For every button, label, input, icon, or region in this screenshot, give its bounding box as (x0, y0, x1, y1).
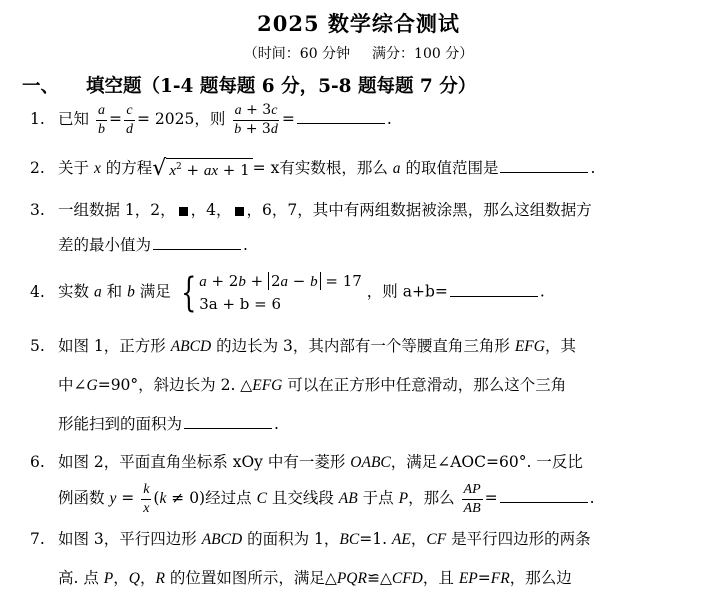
answer-blank[interactable] (153, 248, 241, 250)
question-number: 5. (30, 337, 45, 355)
question-5-cont: 中∠G=90°，斜边长为 2. △EFG 可以在正方形中任意滑动，那么这个三角 (58, 376, 567, 394)
question-number: 6. (30, 453, 45, 471)
question-6-cont: 例函数 y = $\frac{k}{x}$ (k ≠ 0)经过点 C 且交线段 AB 于点 P，那么 $\frac{AP}{AB}$ = . (58, 482, 595, 516)
equation-system: { a + 2b + 2a − b = 17 3a + b = 6 (180, 269, 362, 316)
answer-blank[interactable] (500, 501, 588, 503)
math-variable: EFG (514, 338, 545, 355)
math-variable: FR (490, 570, 510, 587)
question-7: 7. 如图 3，平行四边形 ABCD 的面积为 1，BC=1. AE，CF 是平行四边形的两条 (30, 530, 591, 548)
question-6: 6. 如图 2，平面直角坐标系 xOy 中有一菱形 OABC，满足∠AOC=60°. 一反比 (30, 453, 583, 471)
question-number: 2. (30, 159, 45, 177)
math-variable: C (256, 490, 267, 508)
question-4: 4. 实数 a 和 b 满足 { a + 2b + 2a − b = 17 3a + b = 6 ，则 a+b= . (30, 269, 545, 316)
math-variable: P (103, 570, 114, 587)
fraction-expression: $\frac{a + 3c}{b + 3d}$ (234, 102, 278, 137)
math-variable: ABCD (201, 531, 243, 548)
section-title: 填空题（1-4 题每题 6 分，5-8 题每题 7 分） (86, 76, 477, 97)
question-number: 3. (30, 201, 45, 219)
math-variable: CF (426, 531, 447, 548)
question-5: 5. 如图 1，正方形 ABCD 的边长为 3，其内部有一个等腰直角三角形 EFG，其 (30, 337, 576, 355)
fraction-k-x: $\frac{k}{x}$ (143, 482, 150, 516)
math-variable: R (155, 570, 165, 587)
blacked-out-square-icon (235, 207, 244, 216)
math-variable: AB (338, 490, 358, 508)
fraction-a-b: $\frac{a}{b}$ (97, 103, 105, 137)
math-variable: BC (339, 531, 360, 548)
math-variable: EP (458, 570, 478, 587)
question-3-cont: 差的最小值为 . (58, 236, 248, 254)
square-root: √ $x^2$ + ax + 1 (152, 158, 252, 180)
time-limit: （时间：60 分钟 (243, 46, 351, 62)
question-7-cont: 高. 点 P，Q，R 的位置如图所示，满足△PQR≌△CFD，且 EP=FR，那么边 (58, 569, 572, 587)
math-variable: CFD (391, 570, 423, 587)
question-number: 7. (30, 530, 45, 548)
question-5-cont2: 形能扫到的面积为 . (58, 415, 279, 433)
full-score: 满分：100 分） (372, 46, 474, 62)
question-number: 4. (30, 282, 45, 301)
blacked-out-square-icon (179, 207, 188, 216)
math-variable: EFG (252, 377, 283, 394)
section-heading (22, 72, 476, 98)
question-1: 1. 已知 $\frac{a}{b}$ = $\frac{c}{d}$ = 2025，则 $\frac{a + 3c}{b + 3d}$ = . (30, 102, 392, 137)
math-variable: OABC (350, 454, 391, 471)
math-variable: AE (391, 531, 411, 548)
math-variable: P (398, 490, 409, 508)
question-2: 2. 关于 x 的方程 √ $x^2$ + ax + 1 = x有实数根，那么 a 的取值范围是 . (30, 156, 596, 181)
section-number: 一、 (22, 76, 60, 97)
fraction-ap-ab: $\frac{AP}{AB}$ (463, 482, 481, 516)
math-variable: G (86, 377, 98, 394)
answer-blank[interactable] (184, 427, 272, 429)
question-number: 1. (30, 110, 45, 129)
fraction-c-d: $\frac{c}{d}$ (125, 103, 133, 137)
math-variable: Q (128, 570, 140, 587)
question-3: 3. 一组数据 1，2， ，4， ，6，7，其中有两组数据被涂黑，那么这组数据方 (30, 201, 592, 219)
math-variable: ABCD (170, 338, 212, 355)
page-title: 2025 数学综合测试 (257, 11, 460, 36)
answer-blank[interactable] (450, 295, 538, 297)
answer-blank[interactable] (500, 171, 588, 173)
answer-blank[interactable] (297, 122, 385, 124)
exam-info (0, 43, 717, 63)
math-variable: PQR (336, 570, 367, 587)
